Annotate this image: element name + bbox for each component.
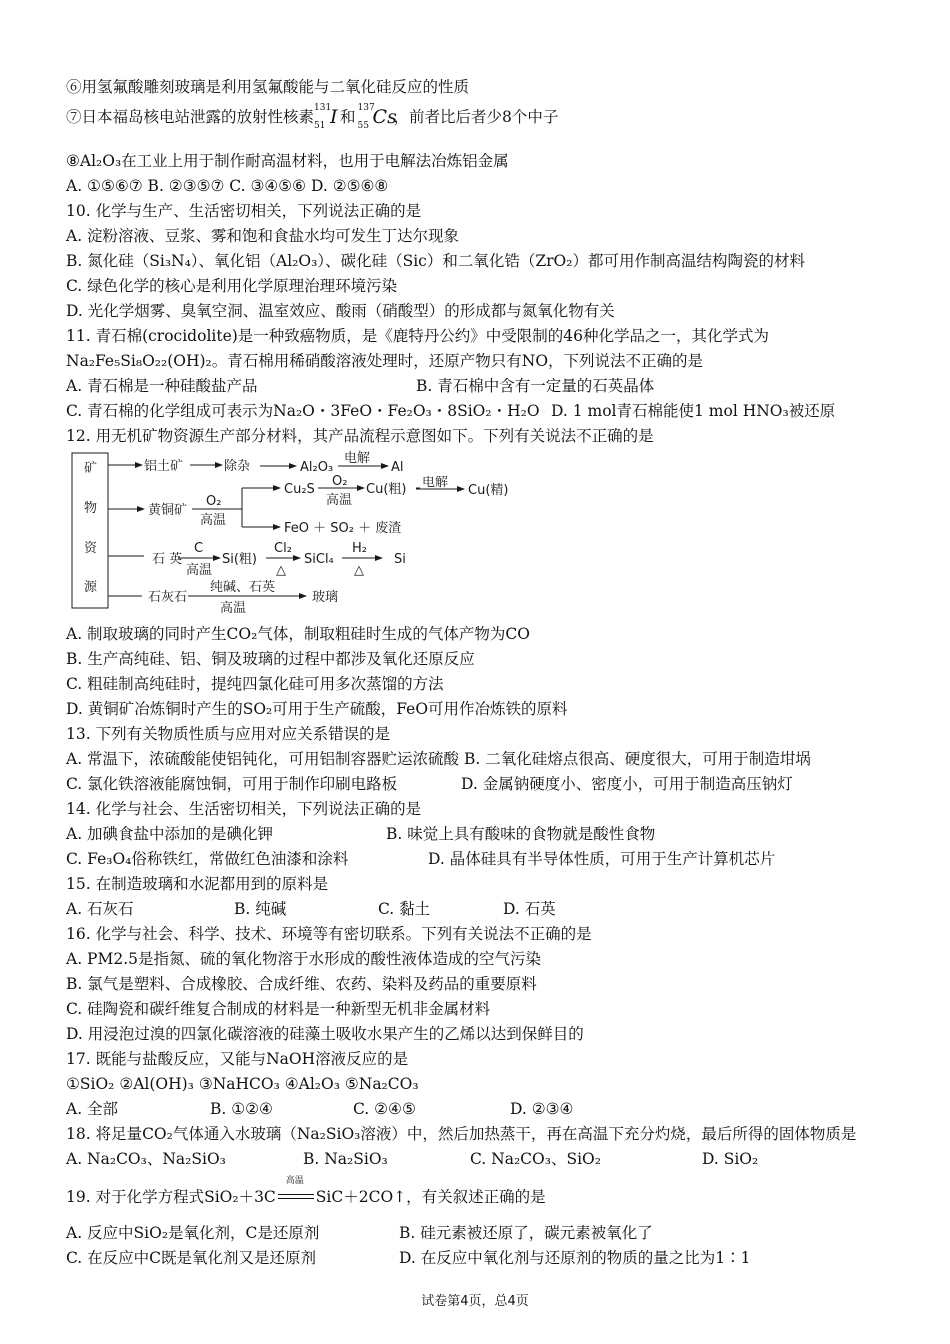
h2-heat-label: △	[354, 563, 364, 578]
q10-option-c: C. 绿色化学的核心是利用化学原理治理环境污染	[66, 277, 398, 295]
q17-option-c: C. ②④⑤	[353, 1100, 416, 1118]
q15-option-d: D. 石英	[503, 900, 556, 918]
q18-option-c: C. Na₂CO₃、SiO₂	[470, 1150, 601, 1168]
cu2s-o2-label: O₂	[332, 474, 348, 489]
q10-option-d: D. 光化学烟雾、臭氧空洞、温室效应、酸雨（硝酸型）的形成都与氮氧化物有关	[66, 302, 615, 320]
q14-option-a: A. 加碘食盐中添加的是碘化钾	[66, 825, 274, 843]
nuclide-iodine	[314, 104, 340, 132]
q12-option-b: B. 生产高纯硅、铝、铜及玻璃的过程中都涉及氧化还原反应	[66, 650, 475, 668]
box-char-2: 物	[84, 501, 98, 516]
q11-option-d: D. 1 mol青石棉能使1 mol HNO₃被还原	[551, 402, 836, 420]
q19-stem-pre: 19. 对于化学方程式SiO₂＋3C	[66, 1188, 276, 1206]
chalcopyrite-o2-label: O₂	[206, 494, 222, 509]
q15-option-a: A. 石灰石	[66, 900, 134, 918]
q18-option-a: A. Na₂CO₃、Na₂SiO₃	[66, 1150, 226, 1168]
cl2-label: Cl₂	[274, 541, 292, 556]
q16-stem: 16. 化学与社会、科学、技术、环境等有密切联系。下列有关说法不正确的是	[66, 925, 592, 943]
quartz-high-temp-label: 高温	[186, 563, 213, 578]
q11-option-a: A. 青石棉是一种硅酸盐产品	[66, 377, 258, 395]
q19-option-d: D. 在反应中氧化剂与还原剂的物质的量之比为1∶1	[399, 1249, 751, 1267]
box-char-4: 源	[84, 580, 98, 595]
quartz-c-label: C	[194, 541, 204, 556]
q11-option-b: B. 青石棉中含有一定量的石英晶体	[416, 377, 655, 395]
q10-option-a: A. 淀粉溶液、豆浆、雾和饱和食盐水均可发生丁达尔现象	[66, 227, 460, 245]
q18-option-b: B. Na₂SiO₃	[303, 1150, 388, 1168]
copper-refining-diagram	[416, 476, 516, 506]
cu2s-label: Cu₂S	[284, 482, 315, 497]
box-char-1: 矿	[84, 461, 98, 476]
high-temp-equals-sign	[276, 1176, 316, 1208]
q16-option-b: B. 氯气是塑料、合成橡胶、合成纤维、农药、染料及药品的重要原料	[66, 975, 537, 993]
q11-option-c: C. 青石棉的化学组成可表示为Na₂O・3FeO・Fe₂O₃・8SiO₂・H₂O	[66, 402, 540, 420]
q12-option-a: A. 制取玻璃的同时产生CO₂气体，制取粗硅时生成的气体产物为CO	[66, 625, 530, 643]
q11-stem-line1: 11. 青石棉(crocidolite)是一种致癌物质，是《鹿特丹公约》中受限制的46种化学品之一，其化学式为	[66, 327, 770, 345]
iodine-symbol: I	[330, 106, 338, 128]
q15-option-c: C. 黏土	[378, 900, 431, 918]
glass-high-temp-label: 高温	[220, 601, 247, 616]
q13-option-c: C. 氯化铁溶液能腐蚀铜，可用于制作印刷电路板	[66, 775, 398, 793]
al2o3-label: Al₂O₃	[300, 460, 334, 475]
q19-option-c: C. 在反应中C既是氧化剂又是还原剂	[66, 1249, 317, 1267]
q13-option-d: D. 金属钠硬度小、密度小，可用于制造高压钠灯	[461, 775, 793, 793]
q19-stem-post: SiC＋2CO↑，有关叙述正确的是	[315, 1188, 546, 1206]
al-label: Al	[391, 460, 404, 475]
q13-stem: 13. 下列有关物质性质与应用对应关系错误的是	[66, 725, 391, 743]
q14-option-d: D. 晶体硅具有半导体性质，可用于生产计算机芯片	[428, 850, 776, 868]
q12-option-d: D. 黄铜矿冶炼铜时产生的SO₂可用于生产硫酸，FeO可用作冶炼铁的原料	[66, 700, 568, 718]
q19-option-b: B. 硅元素被还原了，碳元素被氧化了	[399, 1224, 653, 1242]
bauxite-label: 铝土矿	[144, 459, 184, 474]
q19-condition: 高温	[285, 1176, 304, 1186]
chalcopyrite-label: 黄铜矿	[148, 503, 188, 518]
si-label: Si	[394, 552, 406, 567]
q14-option-c: C. Fe₃O₄俗称铁红，常做红色油漆和涂料	[66, 850, 349, 868]
electrolysis-al-label: 电解	[344, 451, 371, 466]
q17-items: ①SiO₂ ②Al(OH)₃ ③NaHCO₃ ④Al₂O₃ ⑤Na₂CO₃	[66, 1075, 419, 1093]
q19-stem	[66, 1176, 546, 1208]
q16-option-c: C. 硅陶瓷和碳纤维复合制成的材料是一种新型无机非金属材料	[66, 1000, 491, 1018]
q16-option-a: A. PM2.5是指氮、硫的氧化物溶于水形成的酸性液体造成的空气污染	[66, 950, 541, 968]
statement-7-text: ⑦日本福岛核电站泄露的放射性核素	[66, 108, 315, 126]
q14-stem: 14. 化学与社会、生活密切相关，下列说法正确的是	[66, 800, 422, 818]
crude-si-label: Si(粗)	[222, 552, 258, 567]
statement-7	[66, 104, 558, 134]
glass-label: 玻璃	[312, 590, 339, 605]
cesium-atomic-number: 55	[357, 121, 369, 131]
quartz-label: 石 英	[152, 552, 183, 567]
iodine-atomic-number: 51	[314, 121, 326, 131]
electrolysis-cu-label: 电解	[422, 476, 449, 490]
cl2-heat-label: △	[276, 563, 286, 578]
refined-cu-label: Cu(精)	[468, 483, 509, 498]
mineral-flow-diagram	[60, 448, 420, 618]
q17-option-b: B. ①②④	[210, 1100, 273, 1118]
purify-label: 除杂	[224, 459, 251, 474]
q16-option-d: D. 用浸泡过溴的四氯化碳溶液的硅藻土吸收水果产生的乙烯以达到保鲜目的	[66, 1025, 584, 1043]
q15-stem: 15. 在制造玻璃和水泥都用到的原料是	[66, 875, 329, 893]
crude-cu-label: Cu(粗)	[366, 482, 407, 497]
sicl4-label: SiCl₄	[304, 552, 334, 567]
q17-option-a: A. 全部	[66, 1100, 119, 1118]
q18-stem: 18. 将足量CO₂气体通入水玻璃（Na₂SiO₃溶液）中，然后加热蒸干，再在高温下充分灼烧，最后所得的固体物质是	[66, 1125, 857, 1143]
q9-options: A. ①⑤⑥⑦ B. ②③⑤⑦ C. ③④⑤⑥ D. ②⑤⑥⑧	[66, 177, 389, 195]
soda-quartz-label: 纯碱、石英	[210, 580, 276, 595]
q12-stem: 12. 用无机矿物资源生产部分材料，其产品流程示意图如下。下列有关说法不正确的是	[66, 427, 654, 445]
q10-stem: 10. 化学与生产、生活密切相关，下列说法正确的是	[66, 202, 422, 220]
box-char-3: 资	[84, 541, 98, 556]
cesium-mass-number: 137	[357, 103, 375, 113]
q17-stem: 17. 既能与盐酸反应，又能与NaOH溶液反应的是	[66, 1050, 409, 1068]
q15-option-b: B. 纯碱	[234, 900, 287, 918]
statement-6: ⑥用氢氟酸雕刻玻璃是利用氢氟酸能与二氧化硅反应的性质	[66, 78, 470, 96]
h2-label: H₂	[352, 541, 367, 556]
q11-stem-line2: Na₂Fe₅Si₈O₂₂(OH)₂。青石棉用稀硝酸溶液处理时，还原产物只有NO，下列说法不正确的是	[66, 352, 704, 370]
chalcopyrite-high-temp-label: 高温	[200, 513, 227, 528]
q12-option-c: C. 粗硅制高纯硅时，提纯四氯化硅可用多次蒸馏的方法	[66, 675, 444, 693]
cu2s-high-temp-label: 高温	[326, 493, 353, 508]
q18-option-d: D. SiO₂	[702, 1150, 759, 1168]
limestone-label: 石灰石	[148, 590, 188, 605]
byproducts-label: FeO ＋ SO₂ ＋ 废渣	[284, 521, 402, 536]
q10-option-b: B. 氮化硅（Si₃N₄）、氧化铝（Al₂O₃）、碳化硅（Sic）和二氧化锆（ZrO₂）都可用作制高温结构陶瓷的材料	[66, 252, 805, 270]
nuclide-cesium	[356, 103, 397, 132]
page-footer: 试卷第4页，总4页	[421, 1294, 529, 1309]
statement-8: ⑧Al₂O₃在工业上用于制作耐高温材料，也用于电解法冶炼铝金属	[66, 152, 509, 170]
statement-7-tail: ，前者比后者少8个中子	[393, 108, 559, 126]
q14-option-b: B. 味觉上具有酸味的食物就是酸性食物	[386, 825, 656, 843]
q19-option-a: A. 反应中SiO₂是氧化剂，C是还原剂	[66, 1224, 320, 1242]
iodine-mass-number: 131	[314, 103, 332, 113]
cesium-symbol: Cs	[372, 106, 397, 128]
statement-7-and: 和	[340, 108, 356, 126]
q17-option-d: D. ②③④	[510, 1100, 574, 1118]
q13-options-ab: A. 常温下，浓硫酸能使铝钝化，可用铝制容器贮运浓硫酸 B. 二氧化硅熔点很高、硬度很大，可用于制造坩埚	[66, 750, 811, 768]
